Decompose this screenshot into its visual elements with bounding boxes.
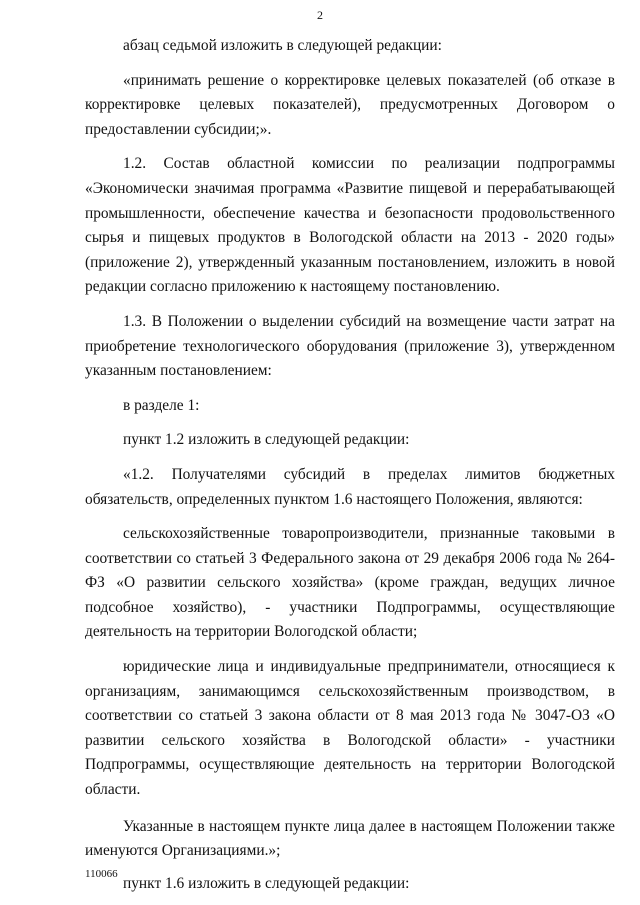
- paragraph-section-1: в разделе 1:: [123, 396, 200, 414]
- paragraph-1-3-regulation: 1.3. В Положении о выделении субсидий на возмещение части затрат на приобретение технологического оборудования (приложение 3), утвержденном указанным постановлением:: [85, 312, 615, 380]
- paragraph-organizations: Указанные в настоящем пункте лица далее в настоящем Положении также именуются Организациями.»;: [85, 817, 615, 860]
- paragraph-point-1-2-edit: пункт 1.2 изложить в следующей редакции:: [123, 431, 410, 449]
- document-code: 110066: [85, 868, 118, 880]
- paragraph-agri-producers: сельскохозяйственные товаропроизводители, признанные таковыми в соответствии со статьей 3 Федерального закона от 29 декабря 2006 года № 264-ФЗ «О развитии сельского хозяйства» (кроме граждан, ведущих личное подсобное хозяйство), - участники Подпрограммы, осуществляющие деятельность на территории Вологодской области;: [85, 525, 615, 641]
- paragraph-legal-entities: юридические лица и индивидуальные предприниматели, относящиеся к организациям, занимающимся сельскохозяйственным производством, в соответствии со статьей 3 закона области от 8 мая 2013 года № 3047-ОЗ «О развитии сельского хозяйства в Вологодской области» - участники Подпрограммы, осуществляющие деятельность на территории Вологодской области.: [85, 658, 615, 799]
- paragraph-quote-targets: «принимать решение о корректировке целевых показателей (об отказе в корректировке целевых показателей), предусмотренных Договором о предоставлении субсидии;».: [85, 71, 615, 138]
- paragraph-point-1-6-edit: пункт 1.6 изложить в следующей редакции:: [123, 874, 410, 892]
- paragraph-recipients: «1.2. Получателями субсидий в пределах лимитов бюджетных обязательств, определенных пунктом 1.6 настоящего Положения, являются:: [85, 465, 615, 508]
- document-body: [85, 34, 615, 896]
- paragraph-1-2-commission: 1.2. Состав областной комиссии по реализации подпрограммы «Экономически значимая программа «Развитие пищевой и перерабатывающей промышленности, обеспечение качества и безопасности продовольственного сырья и пищевых продуктов в Вологодской области на 2013 - 2020 годы» (приложение 2), утвержденный указанным постановлением, изложить в новой редакции согласно приложению к настоящему постановлению.: [85, 155, 615, 296]
- paragraph-abzac-sedmoy: абзац седьмой изложить в следующей редакции:: [123, 37, 442, 54]
- page-number: 2: [317, 8, 323, 22]
